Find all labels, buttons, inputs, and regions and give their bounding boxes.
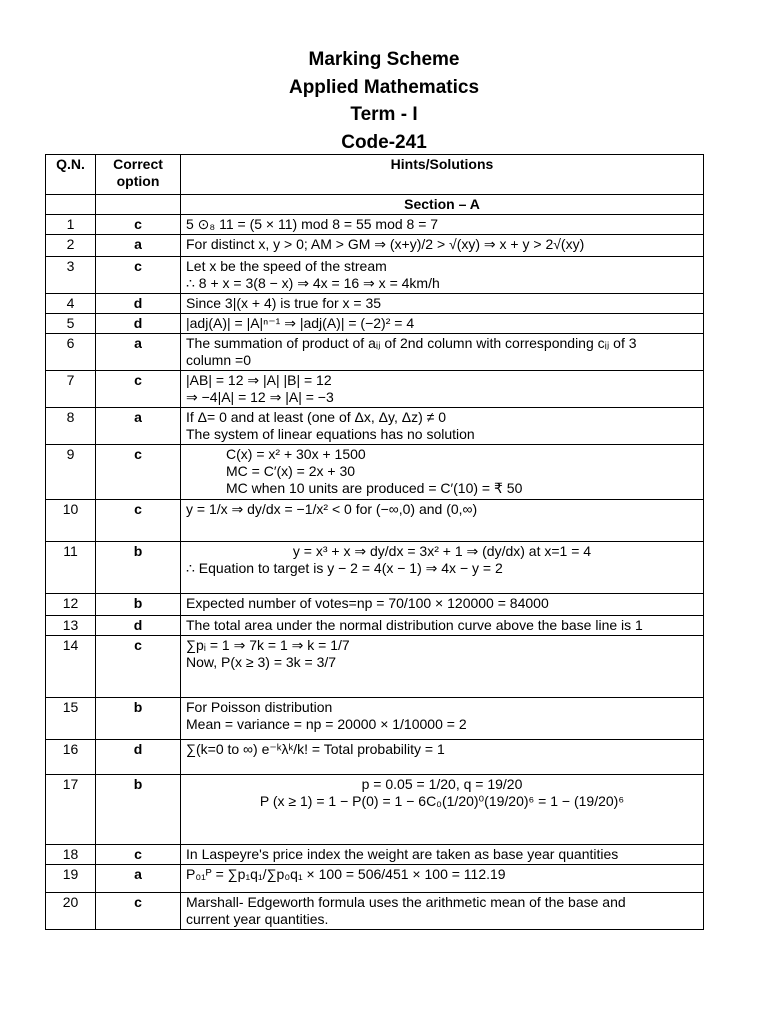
section-row — [46, 195, 704, 215]
question-number: 15 — [46, 698, 96, 740]
correct-option: c — [96, 500, 181, 542]
solution-line: ∑(k=0 to ∞) e⁻ᵏλᵏ/k! = Total probability = 1 — [186, 741, 445, 757]
solution-line: Expected number of votes=np = 70/100 × 120000 = 84000 — [186, 595, 549, 611]
solution-line: Let x be the speed of the stream — [186, 258, 387, 274]
correct-option: d — [96, 314, 181, 334]
solution-cell — [181, 257, 704, 294]
solution-line: 5 ⊙₈ 11 = (5 × 11) mod 8 = 55 mod 8 = 7 — [186, 216, 439, 232]
solution-cell — [181, 215, 704, 235]
solution-line: ∑pᵢ = 1 ⇒ 7k = 1 ⇒ k = 1/7 — [186, 637, 350, 653]
correct-option: c — [96, 893, 181, 930]
solution-cell — [181, 775, 704, 845]
solution-cell — [181, 616, 704, 636]
solution-line: The total area under the normal distribution curve above the base line is 1 — [186, 617, 643, 633]
document-title — [0, 46, 768, 156]
question-number: 13 — [46, 616, 96, 636]
solution-cell — [181, 740, 704, 775]
solution-line: P (x ≥ 1) = 1 − P(0) = 1 − 6C₀(1/20)⁰(19/20)⁶ = 1 − (19/20)⁶ — [259, 793, 625, 809]
title-line-4: Code-241 — [341, 131, 427, 153]
table-row — [46, 865, 704, 893]
question-number: 12 — [46, 594, 96, 616]
solution-line: Now, P(x ≥ 3) = 3k = 3/7 — [186, 654, 337, 670]
table-row — [46, 500, 704, 542]
table-row — [46, 445, 704, 500]
question-number: 18 — [46, 845, 96, 865]
question-number: 11 — [46, 542, 96, 594]
correct-option: b — [96, 542, 181, 594]
solution-line: y = x³ + x ⇒ dy/dx = 3x² + 1 ⇒ (dy/dx) at x=1 = 4 — [292, 543, 592, 559]
question-number: 8 — [46, 408, 96, 445]
solution-cell — [181, 445, 704, 500]
table-row — [46, 294, 704, 314]
header-qn: Q.N. — [46, 155, 96, 195]
solution-cell — [181, 371, 704, 408]
table-row — [46, 408, 704, 445]
table-row — [46, 845, 704, 865]
section-label: Section – A — [181, 195, 704, 215]
solution-line: For distinct x, y > 0; AM > GM ⇒ (x+y)/2 > √(xy) ⇒ x + y > 2√(xy) — [186, 236, 585, 252]
correct-option: c — [96, 445, 181, 500]
solution-cell — [181, 594, 704, 616]
question-number: 7 — [46, 371, 96, 408]
solution-line: |AB| = 12 ⇒ |A| |B| = 12 — [186, 372, 332, 388]
solution-cell — [181, 542, 704, 594]
solution-cell — [181, 698, 704, 740]
solution-cell — [181, 294, 704, 314]
table-row — [46, 594, 704, 616]
correct-option: b — [96, 775, 181, 845]
question-number: 5 — [46, 314, 96, 334]
correct-option: a — [96, 235, 181, 257]
table-row — [46, 740, 704, 775]
solution-line: The summation of product of aᵢⱼ of 2nd column with corresponding cᵢⱼ of 3 — [186, 335, 637, 351]
marking-scheme-table — [45, 154, 704, 930]
table-row — [46, 616, 704, 636]
solution-line: C(x) = x² + 30x + 1500 — [226, 446, 366, 462]
solution-cell — [181, 408, 704, 445]
title-line-1: Marking Scheme — [308, 49, 460, 70]
solution-line: current year quantities. — [186, 911, 329, 927]
question-number: 16 — [46, 740, 96, 775]
solution-line: Marshall- Edgeworth formula uses the arithmetic mean of the base and — [186, 894, 626, 910]
solution-line: y = 1/x ⇒ dy/dx = −1/x² < 0 for (−∞,0) and (0,∞) — [186, 501, 478, 517]
correct-option: c — [96, 215, 181, 235]
table-row — [46, 235, 704, 257]
correct-option: d — [96, 294, 181, 314]
title-line-2: Applied Mathematics — [288, 76, 480, 98]
solution-cell — [181, 500, 704, 542]
table-row — [46, 698, 704, 740]
solution-line: If Δ= 0 and at least (one of Δx, Δy, Δz) ≠ 0 — [186, 409, 446, 425]
solution-line: ⇒ −4|A| = 12 ⇒ |A| = −3 — [186, 389, 334, 405]
solution-line: In Laspeyre's price index the weight are taken as base year quantities — [186, 846, 619, 862]
solution-line: For Poisson distribution — [186, 699, 333, 715]
solution-cell — [181, 636, 704, 698]
correct-option: a — [96, 334, 181, 371]
correct-option: c — [96, 371, 181, 408]
correct-option: c — [96, 257, 181, 294]
solution-line: Since 3|(x + 4) is true for x = 35 — [186, 295, 382, 311]
title-line-3: Term - I — [350, 104, 418, 125]
header-solutions: Hints/Solutions — [181, 155, 704, 195]
correct-option: a — [96, 865, 181, 893]
solution-line: MC when 10 units are produced = C′(10) = ₹ 50 — [226, 480, 523, 496]
question-number: 2 — [46, 235, 96, 257]
table-row — [46, 893, 704, 930]
correct-option: b — [96, 594, 181, 616]
correct-option: a — [96, 408, 181, 445]
correct-option: d — [96, 740, 181, 775]
solution-line: ∴ 8 + x = 3(8 − x) ⇒ 4x = 16 ⇒ x = 4km/h — [186, 275, 440, 291]
table-row — [46, 371, 704, 408]
header-row — [46, 155, 704, 195]
solution-cell — [181, 845, 704, 865]
solution-line: Mean = variance = np = 20000 × 1/10000 = 2 — [186, 716, 467, 732]
table-row — [46, 542, 704, 594]
table-row — [46, 215, 704, 235]
solution-line: column =0 — [186, 352, 251, 368]
question-number: 17 — [46, 775, 96, 845]
question-number: 1 — [46, 215, 96, 235]
solution-line: |adj(A)| = |A|ⁿ⁻¹ ⇒ |adj(A)| = (−2)² = 4 — [186, 315, 415, 331]
question-number: 3 — [46, 257, 96, 294]
solution-cell — [181, 893, 704, 930]
header-option: Correct option — [96, 155, 181, 195]
table-row — [46, 334, 704, 371]
question-number: 14 — [46, 636, 96, 698]
solution-cell — [181, 235, 704, 257]
table-row — [46, 775, 704, 845]
question-number: 4 — [46, 294, 96, 314]
solution-line: MC = C′(x) = 2x + 30 — [226, 463, 356, 479]
solution-line: ∴ Equation to target is y − 2 = 4(x − 1) ⇒ 4x − y = 2 — [186, 560, 503, 576]
solution-cell — [181, 865, 704, 893]
question-number: 9 — [46, 445, 96, 500]
table-row — [46, 257, 704, 294]
correct-option: b — [96, 698, 181, 740]
solution-cell — [181, 334, 704, 371]
solution-cell — [181, 314, 704, 334]
correct-option: c — [96, 845, 181, 865]
table-row — [46, 636, 704, 698]
solution-line: The system of linear equations has no solution — [186, 426, 475, 442]
correct-option: c — [96, 636, 181, 698]
question-number: 6 — [46, 334, 96, 371]
solution-line: P₀₁ᴾ = ∑p₁q₁/∑p₀q₁ × 100 = 506/451 × 100 = 112.19 — [186, 866, 506, 882]
table-row — [46, 314, 704, 334]
question-number: 10 — [46, 500, 96, 542]
correct-option: d — [96, 616, 181, 636]
question-number: 19 — [46, 865, 96, 893]
solution-line: p = 0.05 = 1/20, q = 19/20 — [361, 776, 523, 792]
question-number: 20 — [46, 893, 96, 930]
